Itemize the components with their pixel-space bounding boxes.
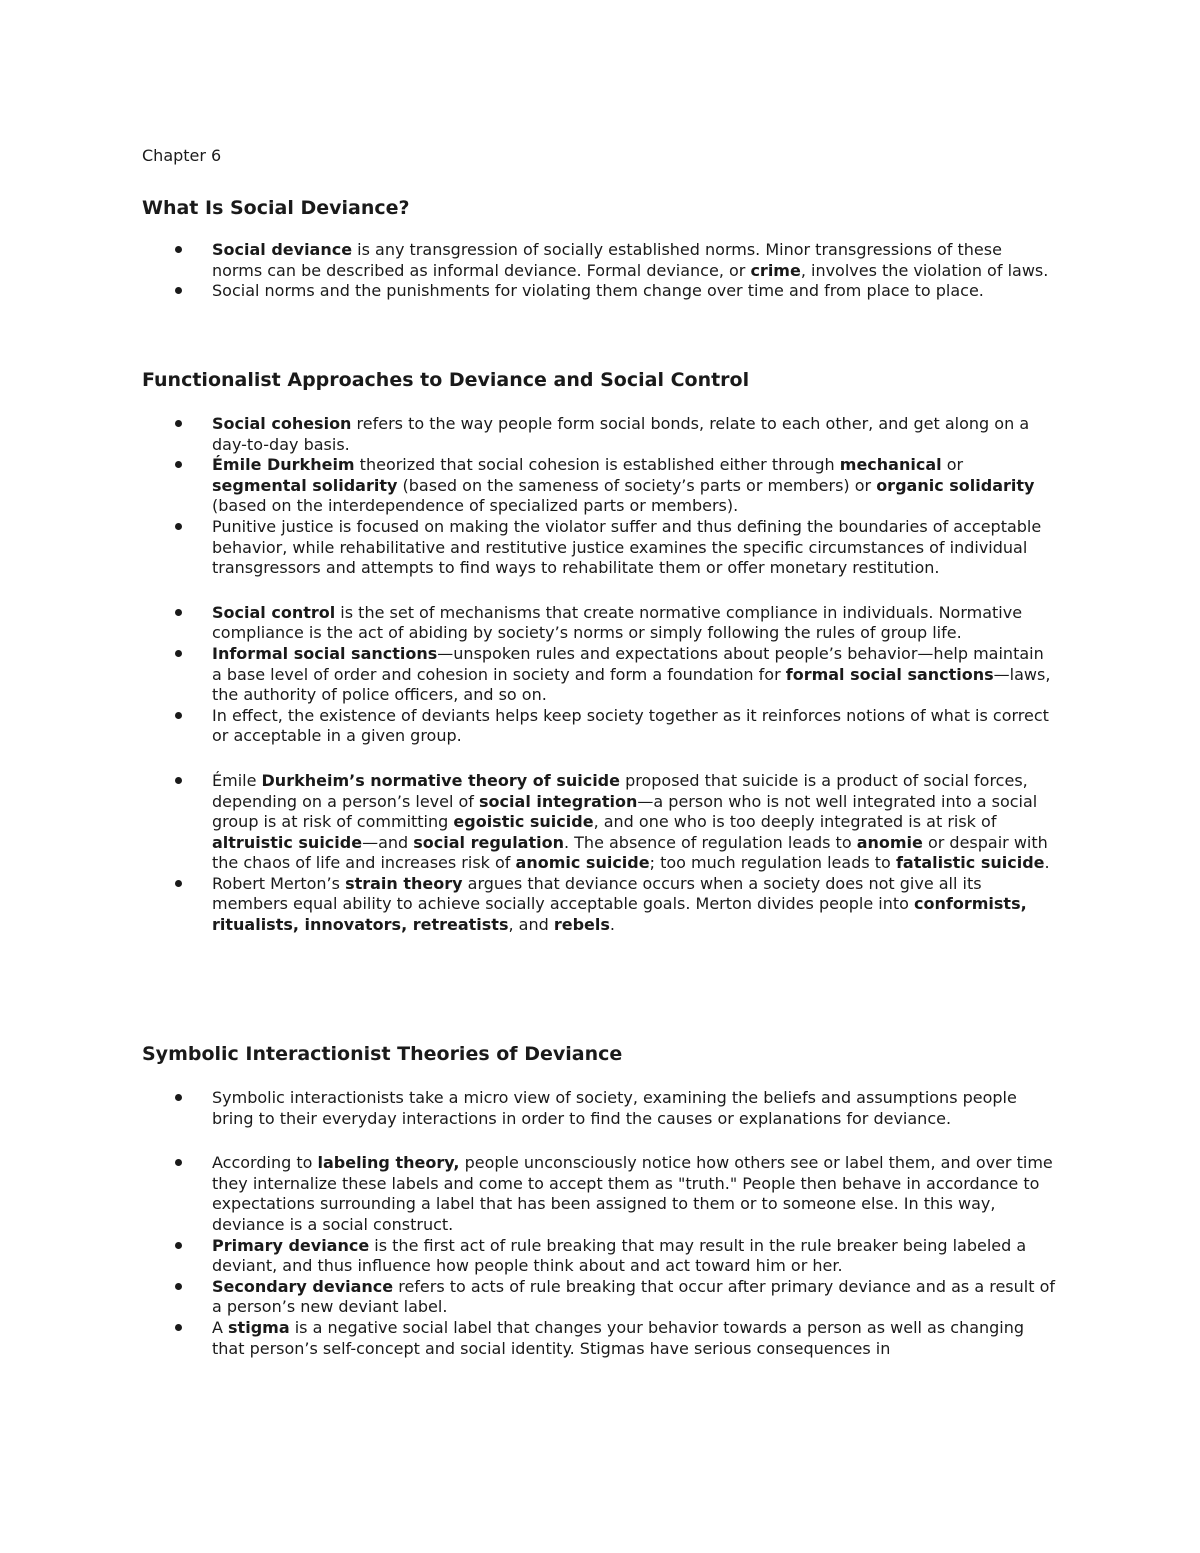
- bullet-item: [0, 1236, 1057, 1277]
- text-segment: .: [1044, 853, 1050, 873]
- text-segment: formal social sanctions: [785, 664, 994, 684]
- text-segment: , involves the violation of laws.: [800, 260, 1049, 280]
- text-segment: anomie: [856, 832, 923, 852]
- text-segment: Social norms and the punishments for violating them change over time and from place to place.: [212, 281, 984, 301]
- text-segment: conformists, ritualists, innovators, retreatists: [212, 894, 1027, 935]
- text-segment: According to: [212, 1153, 318, 1173]
- text-segment: A: [212, 1317, 229, 1337]
- text-segment: segmental solidarity: [212, 475, 398, 495]
- section-heading-functionalist: Functionalist Approaches to Deviance and Social Control: [142, 369, 750, 391]
- text-segment: stigma: [228, 1317, 290, 1337]
- bullet-item: [0, 706, 1057, 747]
- text-segment: rebels: [553, 915, 610, 935]
- text-segment: ; too much regulation leads to: [649, 853, 896, 873]
- text-segment: people unconsciously notice how others see or label them, and over time they internalize these labels and come to accept them as "truth." People then behave in accordance to expectations surrounding a label that has been assigned to them or to someone else. In this way, deviance is a social construct.: [212, 1153, 1053, 1234]
- text-segment: social regulation: [413, 832, 564, 852]
- text-segment: or despair with the chaos of life and increases risk of: [212, 832, 1048, 873]
- text-segment: strain theory: [345, 873, 463, 893]
- text-segment: —and: [362, 832, 414, 852]
- bullet-item: [0, 1088, 1057, 1129]
- bullet-list-social-deviance: [0, 240, 1057, 302]
- bullet-item: [0, 517, 1057, 579]
- text-segment: Durkheim’s normative theory of suicide: [261, 770, 620, 790]
- text-segment: is the first act of rule breaking that may result in the rule breaker being labeled a deviant, and thus influence how people think about and act toward him or her.: [212, 1235, 1027, 1276]
- bullet-item: [0, 455, 1057, 517]
- section-heading-social-deviance: What Is Social Deviance?: [142, 197, 410, 219]
- text-segment: Primary deviance: [212, 1235, 370, 1255]
- text-segment: is the set of mechanisms that create normative compliance in individuals. Normative compliance is the act of abiding by society’s norms or simply following the rules of group life.: [212, 602, 1023, 643]
- bullet-item: [0, 240, 1057, 281]
- bullet-list-symbolic-interactionist: [0, 1088, 1057, 1359]
- text-segment: refers to the way people form social bonds, relate to each other, and get along on a day-to-day basis.: [212, 414, 1030, 454]
- bullet-item: [0, 644, 1057, 706]
- bullet-item: [0, 603, 1057, 644]
- text-segment: Émile Durkheim: [212, 455, 355, 475]
- text-segment: Social control: [212, 602, 336, 622]
- text-segment: Social cohesion: [212, 414, 352, 433]
- section-heading-symbolic-interactionist: Symbolic Interactionist Theories of Deviance: [142, 1043, 623, 1065]
- text-segment: Social deviance: [212, 240, 353, 259]
- text-segment: mechanical: [839, 455, 942, 475]
- bullet-item: [0, 874, 1057, 936]
- bullet-item: [0, 1318, 1057, 1359]
- bullet-item: [0, 1153, 1057, 1235]
- bullet-list-functionalist: [0, 414, 1057, 936]
- text-segment: anomic suicide: [515, 853, 650, 873]
- text-segment: —a person who is not well integrated into a social group is at risk of committing: [212, 791, 1038, 832]
- chapter-label: Chapter 6: [142, 146, 222, 165]
- text-segment: Symbolic interactionists take a micro view of society, examining the beliefs and assumptions people bring to their everyday interactions in order to find the causes or explanations for deviance.: [212, 1088, 1017, 1128]
- text-segment: —laws, the authority of police officers, and so on.: [212, 664, 1051, 705]
- text-segment: Robert Merton’s: [212, 873, 346, 893]
- text-segment: or: [941, 455, 964, 475]
- text-segment: In effect, the existence of deviants helps keep society together as it reinforces notions of what is correct or acceptable in a given group.: [212, 705, 1049, 746]
- text-segment: theorized that social cohesion is established either through: [354, 455, 840, 475]
- text-segment: Punitive justice is focused on making the violator suffer and thus defining the boundaries of acceptable behavior, while rehabilitative and restitutive justice examines the specific circumstances of individual transgressors and attempts to find ways to rehabilitate them or offer monetary restitution.: [212, 516, 1042, 578]
- bullet-item: [0, 1277, 1057, 1318]
- text-segment: , and: [508, 915, 554, 935]
- text-segment: crime: [750, 260, 801, 280]
- text-segment: altruistic suicide: [212, 832, 363, 852]
- text-segment: (based on the sameness of society’s parts or members) or: [397, 475, 877, 495]
- text-segment: fatalistic suicide: [895, 853, 1045, 873]
- text-segment: social integration: [479, 791, 638, 811]
- text-segment: (based on the interdependence of specialized parts or members).: [212, 496, 739, 516]
- bullet-item: [0, 771, 1057, 874]
- text-segment: labeling theory,: [317, 1153, 460, 1173]
- text-segment: is a negative social label that changes your behavior towards a person as well as changing that person’s self-concept and social identity. Stigmas have serious consequences in: [212, 1317, 1025, 1358]
- text-segment: is any transgression of socially established norms. Minor transgressions of these norms can be described as informal deviance. Formal deviance, or: [212, 240, 1002, 280]
- text-segment: , and one who is too deeply integrated is at risk of: [593, 812, 997, 832]
- text-segment: Informal social sanctions: [212, 643, 438, 663]
- bullet-item: [0, 414, 1057, 455]
- bullet-item: [0, 281, 1057, 302]
- text-segment: . The absence of regulation leads to: [563, 832, 857, 852]
- text-segment: proposed that suicide is a product of social forces, depending on a person’s level of: [212, 770, 1028, 811]
- text-segment: —unspoken rules and expectations about people’s behavior—help maintain a base level of order and cohesion in society and form a foundation for: [212, 643, 1044, 684]
- text-segment: egoistic suicide: [453, 812, 594, 832]
- text-segment: organic solidarity: [876, 475, 1035, 495]
- text-segment: Secondary deviance: [212, 1276, 394, 1296]
- text-segment: refers to acts of rule breaking that occur after primary deviance and as a result of a person’s new deviant label.: [212, 1276, 1055, 1317]
- text-segment: .: [609, 915, 615, 935]
- text-segment: Émile: [212, 770, 262, 790]
- text-segment: argues that deviance occurs when a society does not give all its members equal ability to achieve socially acceptable goals. Merton divides people into: [212, 873, 982, 914]
